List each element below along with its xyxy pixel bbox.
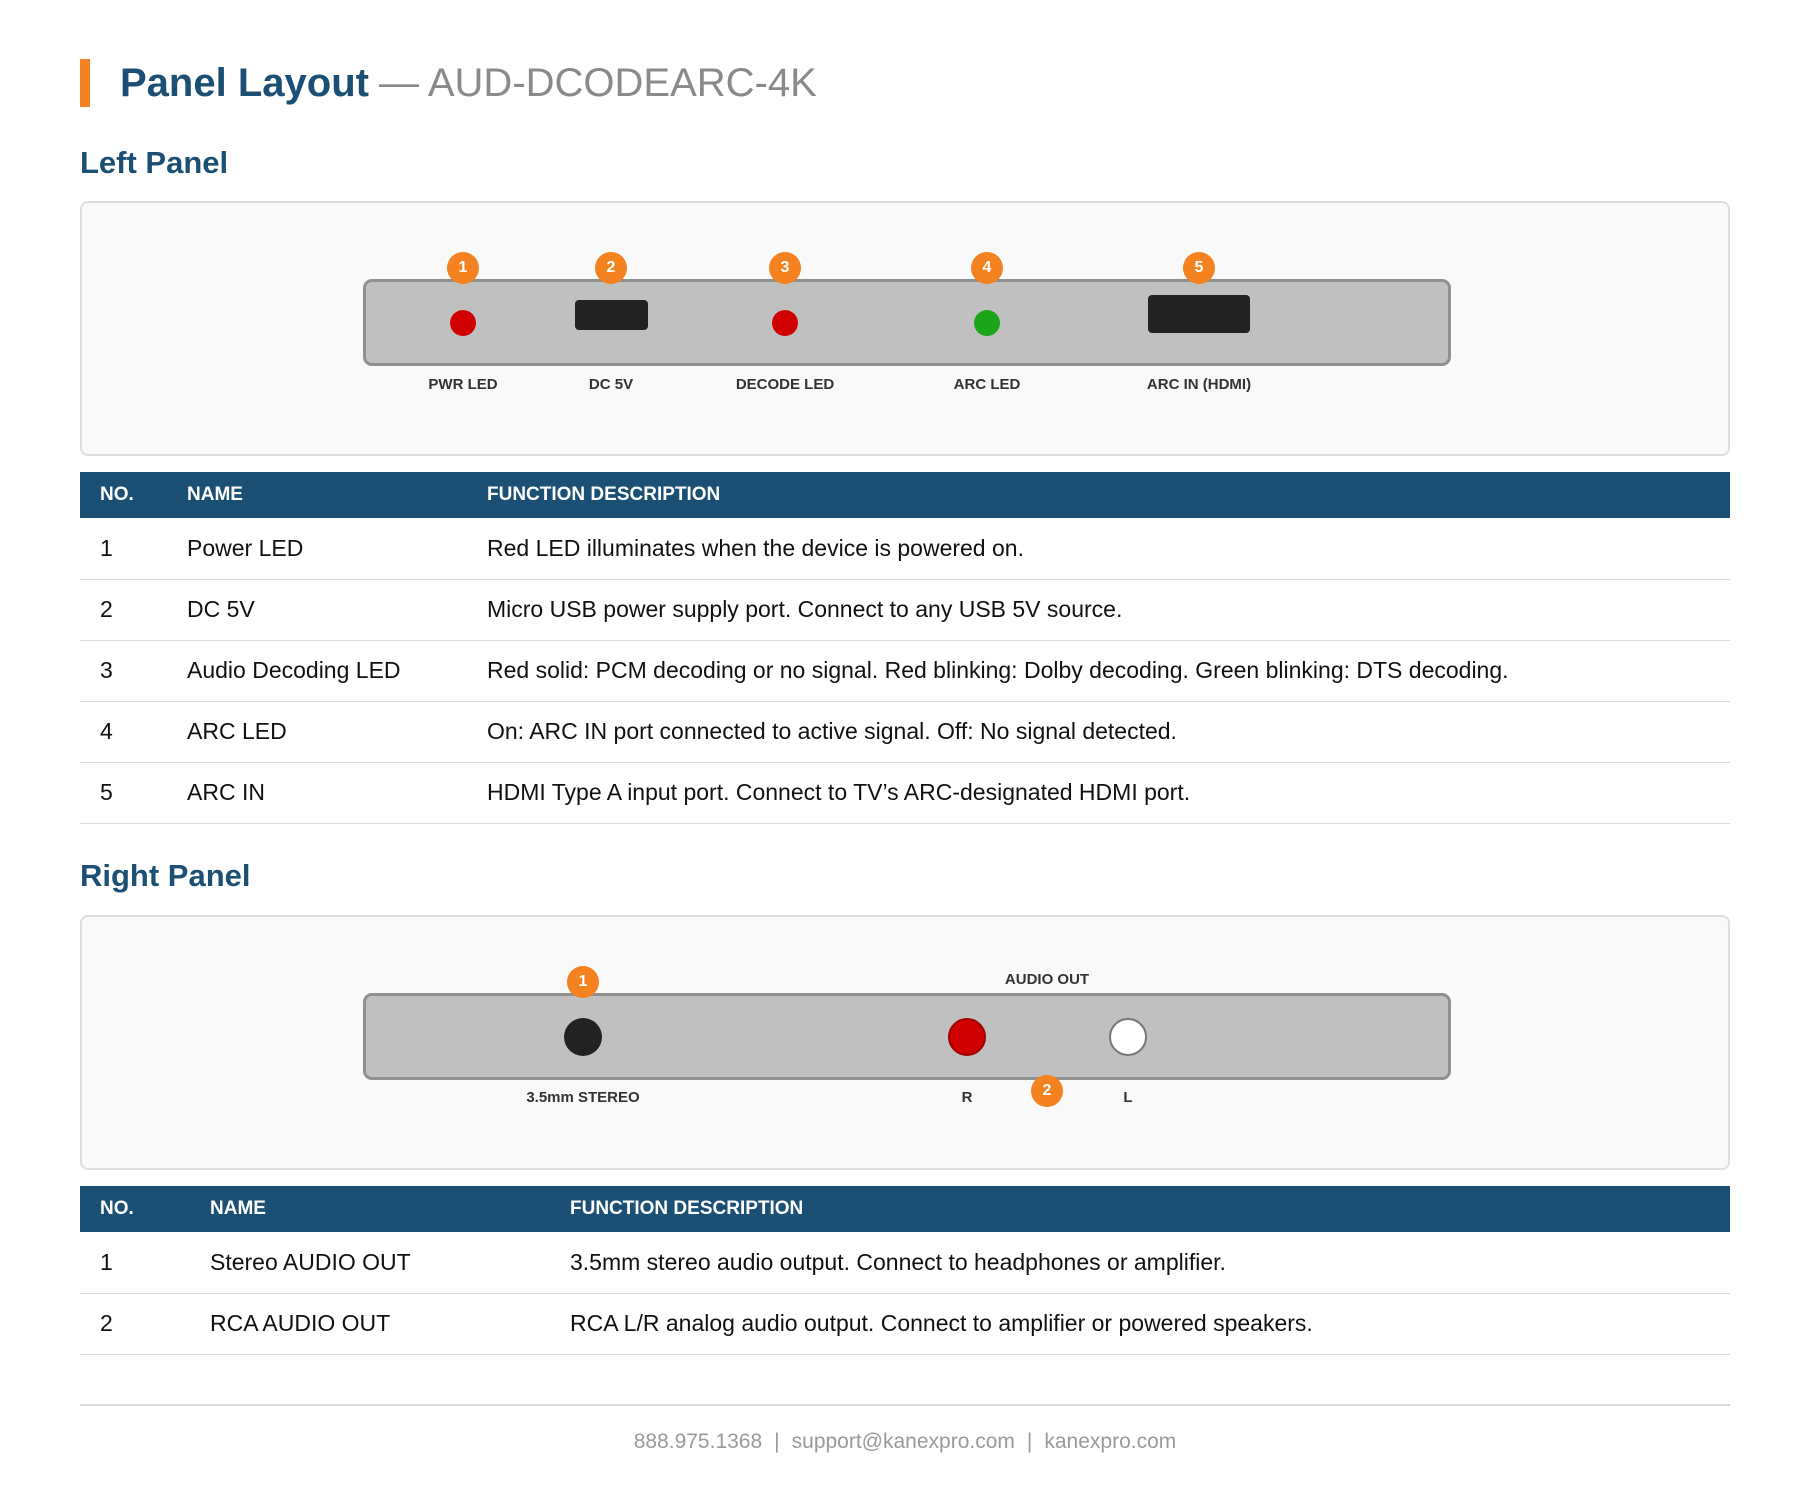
port-label-dc-5v: DC 5V: [588, 376, 634, 393]
left-panel-title: Left Panel: [80, 145, 229, 180]
cell-description: Red LED illuminates when the device is powered on.: [467, 518, 1730, 579]
port-label-pwr-led: PWR LED: [428, 376, 498, 393]
marker-2: 2: [595, 252, 627, 284]
cell-description: Micro USB power supply port. Connect to any USB 5V source.: [467, 579, 1730, 640]
right-panel-device: [363, 993, 1451, 1080]
arc-led: [974, 310, 1000, 336]
accent-bar: [80, 59, 90, 107]
marker-4: 4: [971, 252, 1003, 284]
marker-1: 1: [447, 252, 479, 284]
col-header-description: FUNCTION DESCRIPTION: [467, 472, 1730, 518]
table-row: [80, 1232, 1730, 1293]
arc-in-hdmi-port: [1148, 295, 1250, 333]
col-header-name: NAME: [167, 472, 467, 518]
right-panel-table: [80, 1186, 1730, 1355]
cell-description: 3.5mm stereo audio output. Connect to headphones or amplifier.: [550, 1232, 1730, 1293]
port-label-arc-in: ARC IN (HDMI): [1146, 376, 1252, 393]
cell-description: RCA L/R analog audio output. Connect to amplifier or powered speakers.: [550, 1293, 1730, 1354]
cell-description: HDMI Type A input port. Connect to TV’s ARC-designated HDMI port.: [467, 762, 1730, 823]
rca-l-jack: [1109, 1018, 1147, 1056]
table-row: [80, 762, 1730, 823]
footer-separator: |: [1026, 1430, 1033, 1453]
port-label-decode-led: DECODE LED: [735, 376, 835, 393]
marker-3: 3: [769, 252, 801, 284]
table-row: [80, 579, 1730, 640]
cell-no: 1: [80, 1232, 190, 1293]
marker-5: 5: [1183, 252, 1215, 284]
col-header-description: FUNCTION DESCRIPTION: [550, 1186, 1730, 1232]
left-panel-diagram: [80, 201, 1730, 456]
left-panel-device: [363, 279, 1451, 366]
cell-no: 2: [80, 1293, 190, 1354]
cell-description: On: ARC IN port connected to active signal. Off: No signal detected.: [467, 701, 1730, 762]
port-label-stereo: 3.5mm STEREO: [526, 1089, 640, 1106]
cell-no: 5: [80, 762, 167, 823]
cell-name: RCA AUDIO OUT: [190, 1293, 550, 1354]
pwr-led: [450, 310, 476, 336]
marker-1: 1: [567, 966, 599, 998]
cell-name: ARC LED: [167, 701, 467, 762]
cell-no: 4: [80, 701, 167, 762]
table-header-row: [80, 1186, 1730, 1232]
footer-separator: |: [774, 1430, 780, 1453]
footer: [0, 1430, 1800, 1454]
stereo-3-5mm-jack: [564, 1018, 602, 1056]
col-header-no: NO.: [80, 1186, 190, 1232]
decode-led: [772, 310, 798, 336]
right-panel-title: Right Panel: [80, 858, 251, 893]
cell-name: DC 5V: [167, 579, 467, 640]
cell-no: 2: [80, 579, 167, 640]
footer-divider: [80, 1404, 1730, 1406]
cell-description: Red solid: PCM decoding or no signal. Red blinking: Dolby decoding. Green blinking: DTS decoding.: [467, 640, 1730, 701]
dc-5v-port: [575, 300, 648, 330]
rca-r-jack: [948, 1018, 986, 1056]
cell-name: Stereo AUDIO OUT: [190, 1232, 550, 1293]
page-subtitle: — AUD-DCODEARC-4K: [378, 60, 817, 105]
port-label-l: L: [1123, 1089, 1133, 1106]
audio-out-label: AUDIO OUT: [1004, 971, 1090, 988]
cell-no: 1: [80, 518, 167, 579]
table-header-row: [80, 472, 1730, 518]
table-row: [80, 640, 1730, 701]
cell-no: 3: [80, 640, 167, 701]
marker-2: 2: [1031, 1075, 1063, 1107]
cell-name: ARC IN: [167, 762, 467, 823]
cell-name: Audio Decoding LED: [167, 640, 467, 701]
page-header: [80, 58, 817, 108]
col-header-name: NAME: [190, 1186, 550, 1232]
port-label-arc-led: ARC LED: [953, 376, 1021, 393]
right-panel-diagram: [80, 915, 1730, 1170]
port-label-r: R: [961, 1089, 973, 1106]
footer-phone: 888.975.1368: [633, 1430, 763, 1453]
col-header-no: NO.: [80, 472, 167, 518]
cell-name: Power LED: [167, 518, 467, 579]
left-panel-table: [80, 472, 1730, 824]
footer-website[interactable]: kanexpro.com: [1044, 1430, 1177, 1453]
page-title: Panel Layout: [120, 60, 369, 105]
table-row: [80, 518, 1730, 579]
table-row: [80, 701, 1730, 762]
footer-email[interactable]: support@kanexpro.com: [791, 1430, 1015, 1453]
table-row: [80, 1293, 1730, 1354]
